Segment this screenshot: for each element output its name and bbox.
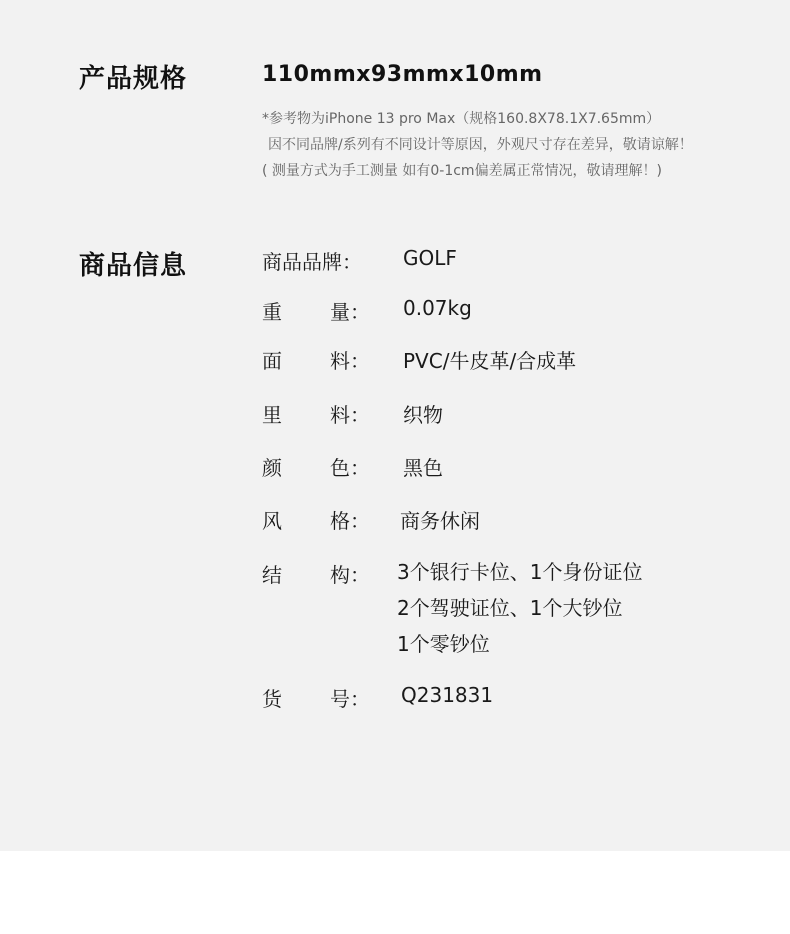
structure-label-a: 结	[262, 563, 282, 587]
brand-value: GOLF	[403, 246, 457, 270]
style-label-b: 格：	[330, 509, 370, 533]
item-number-value: Q231831	[401, 683, 494, 707]
brand-label: 商品品牌：	[262, 250, 362, 274]
lining-value: 织物	[403, 403, 443, 427]
style-label-a: 风	[262, 509, 282, 533]
color-value: 黑色	[403, 456, 443, 480]
structure-value-1: 3个银行卡位、1个身份证位	[397, 560, 643, 584]
lining-label-a: 里	[262, 403, 282, 427]
weight-label-b: 量：	[330, 300, 370, 324]
color-label-b: 色：	[330, 456, 370, 480]
lining-label-b: 料：	[330, 403, 370, 427]
material-value: PVC/牛皮革/合成革	[403, 349, 577, 373]
spec-dimensions: 110mmx93mmx10mm	[262, 62, 543, 87]
structure-value-2: 2个驾驶证位、1个大钞位	[397, 596, 623, 620]
weight-label-a: 重	[262, 300, 282, 324]
material-label-b: 料：	[330, 349, 370, 373]
color-label-a: 颜	[262, 456, 282, 480]
structure-label-b: 构：	[330, 563, 370, 587]
item-number-label-b: 号：	[330, 687, 370, 711]
spec-note-3: ( 测量方式为手工测量 如有0-1cm偏差属正常情况，敬请理解！)	[262, 163, 663, 179]
material-label-a: 面	[262, 349, 282, 373]
spec-note-1: *参考物为iPhone 13 pro Max（规格160.8X78.1X7.65mm）	[262, 111, 661, 127]
info-heading: 商品信息	[79, 251, 188, 281]
style-value: 商务休闲	[400, 509, 480, 533]
structure-values	[397, 554, 642, 662]
spec-note-2: 因不同品牌/系列有不同设计等原因，外观尺寸存在差异，敬请谅解！	[268, 137, 693, 153]
item-number-label-a: 货	[262, 687, 282, 711]
spec-heading: 产品规格	[79, 64, 188, 94]
weight-value: 0.07kg	[403, 296, 472, 320]
structure-value-3: 1个零钞位	[397, 632, 490, 656]
